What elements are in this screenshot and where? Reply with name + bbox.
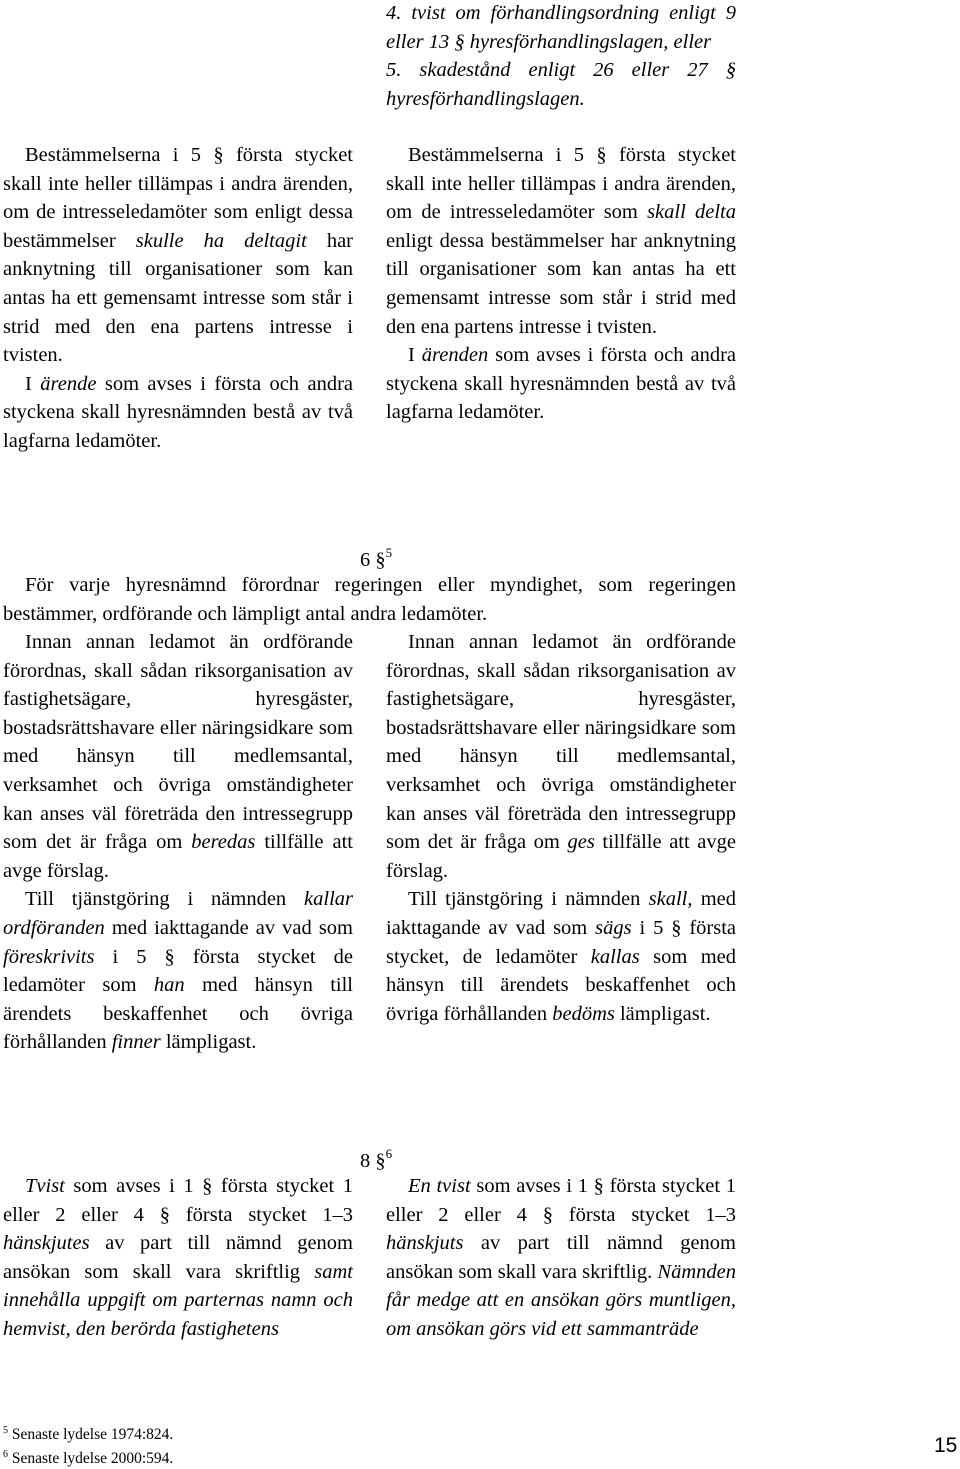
sec8-left-column (3, 1172, 353, 1344)
sec6-right-paragraph-1: Innan annan ledamot än ordförande förordnas, skall sådan riksorganisation av fastighetsägare, hyresgäster, bostadsrättshavare eller näringsidkare som med hänsyn till medlemsantal, verksamhet och övriga omständigheter kan anses väl företräda den intressegrupp som det är fråga om ges tillfälle att avge förslag. (386, 631, 736, 882)
footnote-6: $^6$ Senaste lydelse 2000:594. (3, 1449, 174, 1467)
sec5-left-paragraph-2: I ärende som avses i första och andra styckena skall hyresnämnden bestå av två lagfarna ledamöter. (3, 372, 353, 452)
sec8-right-column (386, 1172, 736, 1344)
sec5-right-column (386, 141, 736, 427)
sec6-left-column (3, 628, 353, 1057)
tvist-list (386, 0, 736, 113)
page-number: 15 (934, 1434, 958, 1457)
sec6-intro: För varje hyresnämnd förordnar regeringen eller myndighet, som regeringen bestämmer, ordförande och lämpligt antal andra ledamöter. (3, 574, 736, 625)
sec5-right-paragraph-1: Bestämmelserna i 5 § första stycket skall inte heller tillämpas i andra ärenden, om de intresseledamöter som skall delta enligt dessa bestämmelser har anknytning till organisationer som kan antas ha ett gemensamt intresse som står i strid med den ena partens intresse i tvisten. (386, 144, 736, 338)
footnote-ref-6: 6 (385, 1146, 393, 1161)
sec5-right-paragraph-2: I ärenden som avses i första och andra styckena skall hyresnämnden bestå av två lagfarna ledamöter. (386, 344, 736, 424)
list-item-4: 4. tvist om förhandlingsordning enligt 9 eller 13 § hyresförhandlingslagen, eller (386, 2, 736, 53)
sec8-right-paragraph: En tvist som avses i 1 § första stycket 1 eller 2 eller 4 § första stycket 1–3 hänskjuts av part till nämnd genom ansökan som skall vara skriftlig. Nämnden får medge att en ansökan görs muntligen, om ansökan görs vid ett sammanträde (386, 1175, 737, 1340)
list-item-5: 5. skadestånd enligt 26 eller 27 § hyresförhandlingslagen. (386, 59, 736, 110)
section-8-heading: 8 §$^6$ (360, 1146, 393, 1172)
footnote-5: $^5$ Senaste lydelse 1974:824. (3, 1425, 174, 1443)
section-6-heading: 6 §$^5$ (360, 545, 393, 571)
sec6-right-column (386, 628, 736, 1028)
sec5-left-paragraph-1: Bestämmelserna i 5 § första stycket skall inte heller tillämpas i andra ärenden, om de intresseledamöter som enligt dessa bestämmelser skulle ha deltagit har anknytning till organisationer som kan antas ha ett gemensamt intresse som står i strid med den ena partens intresse i tvisten. (3, 144, 353, 367)
sec6-right-paragraph-2: Till tjänstgöring i nämnden skall, med iakttagande av vad som sägs i 5 § första stycket, de ledamöter kallas som med hänsyn till ärendets beskaffenhet och övriga förhållanden bedöms lämpligast. (386, 888, 737, 1025)
sec6-left-paragraph-2: Till tjänstgöring i nämnden kallar ordföranden med iakttagande av vad som föreskrivits i 5 § första stycket de ledamöter som han med hänsyn till ärendets beskaffenhet och övriga förhållanden finner lämpligast. (3, 888, 353, 1054)
sec6-left-paragraph-1: Innan annan ledamot än ordförande förordnas, skall sådan riksorganisation av fastighetsägare, hyresgäster, bostadsrättshavare eller näringsidkare som med hänsyn till medlemsantal, verksamhet och övriga omständigheter kan anses väl företräda den intressegrupp som det är fråga om beredas tillfälle att avge förslag. (3, 631, 353, 882)
footnote-ref-5: 5 (385, 545, 393, 560)
sec5-left-column (3, 141, 353, 456)
sec8-left-paragraph: Tvist som avses i 1 § första stycket 1 eller 2 eller 4 § första stycket 1–3 hänskjutes av part till nämnd genom ansökan som skall vara skriftlig samt innehålla uppgift om parternas namn och hemvist, den berörda fastighetens (3, 1175, 353, 1340)
